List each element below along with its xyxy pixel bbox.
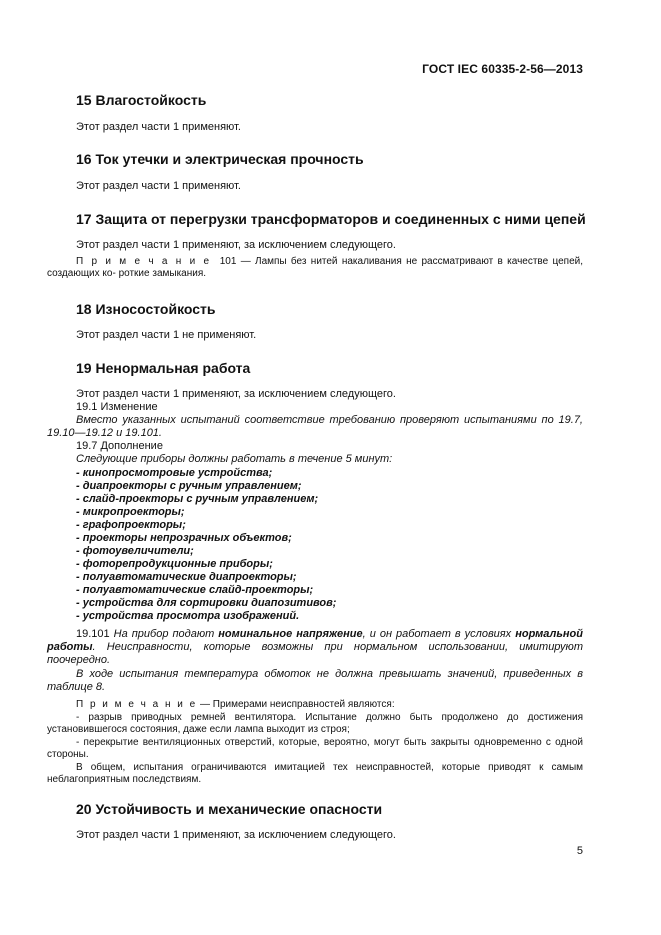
subclause-19-7-title: 19.7 Дополнение	[76, 440, 163, 452]
list-item: - полуавтоматические диапроекторы;	[76, 571, 297, 583]
subclause-19-1-text: Вместо указанных испытаний соответствие требованию проверяют испытаниями по 19.7, 19.10—19.12 и 19.101.	[47, 414, 583, 439]
section-17-text: Этот раздел части 1 применяют, за исключением следующего.	[76, 239, 396, 251]
subclause-19-1-title: 19.1 Изменение	[76, 401, 158, 413]
note-intro: — Примерами неисправностей являются:	[197, 699, 395, 710]
section-20-heading: 20 Устойчивость и механические опасности	[76, 801, 383, 817]
list-item: - проекторы непрозрачных объектов;	[76, 532, 292, 544]
section-18-heading: 18 Износостойкость	[76, 301, 216, 317]
list-item: - фотоувеличители;	[76, 545, 194, 557]
standard-designation: ГОСТ IEC 60335-2-56—2013	[422, 62, 583, 76]
note-item: - перекрытие вентиляционных отверстий, которые, вероятно, могут быть закрыты одновременно с одной стороны.	[47, 737, 583, 760]
clause-number: 19.101	[76, 628, 110, 640]
list-item: - кинопросмотровые устройства;	[76, 467, 273, 479]
clause-text: . Неисправности, которые возможны при нормальном использовании, имитируют поочередно.	[47, 641, 583, 666]
term-normal-operation: нормальной работы	[47, 628, 583, 653]
section-18-text: Этот раздел части 1 не применяют.	[76, 329, 257, 341]
clause-text: На прибор подают	[113, 628, 215, 640]
list-item: - устройства для сортировки диапозитивов;	[76, 597, 337, 609]
note-label: П р и м е ч а н и е	[76, 256, 212, 267]
note-label: П р и м е ч а н и е	[76, 699, 198, 710]
section-17-heading: 17 Защита от перегрузки трансформаторов и соединенных с ними цепей	[76, 211, 586, 227]
subclause-19-101-temperature: В ходе испытания температура обмоток не должна превышать значений, приведенных в таблице 8.	[47, 668, 583, 693]
term-rated-voltage: номинальное напряжение	[218, 628, 363, 640]
subclause-19-101	[47, 628, 583, 667]
section-15-heading: 15 Влагостойкость	[76, 92, 207, 108]
list-item: - полуавтоматические слайд-проекторы;	[76, 584, 314, 596]
list-item: - фоторепродукционные приборы;	[76, 558, 273, 570]
list-item: - графопроекторы;	[76, 519, 186, 531]
note-item: В общем, испытания ограничиваются имитацией тех неисправностей, которые приводят к самым неблагоприятным последствиям.	[47, 762, 583, 785]
appliance-list	[76, 467, 336, 623]
section-19-text: Этот раздел части 1 применяют, за исключением следующего.	[76, 388, 396, 400]
subclause-19-7-intro: Следующие приборы должны работать в течение 5 минут:	[76, 453, 393, 465]
section-17-note	[47, 256, 583, 280]
list-item: - слайд-проекторы с ручным управлением;	[76, 493, 319, 505]
section-19-heading: 19 Ненормальная работа	[76, 360, 251, 376]
section-15-text: Этот раздел части 1 применяют.	[76, 121, 241, 133]
clause-text: , и он работает в условиях	[362, 628, 512, 640]
section-19-note	[47, 699, 583, 711]
section-20-text: Этот раздел части 1 применяют, за исключением следующего.	[76, 829, 396, 841]
page-number: 5	[576, 845, 583, 857]
list-item: - устройства просмотра изображений.	[76, 610, 300, 622]
section-16-heading: 16 Ток утечки и электрическая прочность	[76, 151, 364, 167]
section-16-text: Этот раздел части 1 применяют.	[76, 180, 241, 192]
note-text: 101 — Лампы без нитей накаливания не рассматривают в качестве цепей, создающих ко- роткие замыкания.	[47, 256, 584, 279]
list-item: - микропроекторы;	[76, 506, 185, 518]
note-item: - разрыв приводных ремней вентилятора. Испытание должно быть продолжено до достижения установившегося состояния, даже если лампа выходит из строя;	[47, 712, 583, 735]
list-item: - диапроекторы с ручным управлением;	[76, 480, 302, 492]
